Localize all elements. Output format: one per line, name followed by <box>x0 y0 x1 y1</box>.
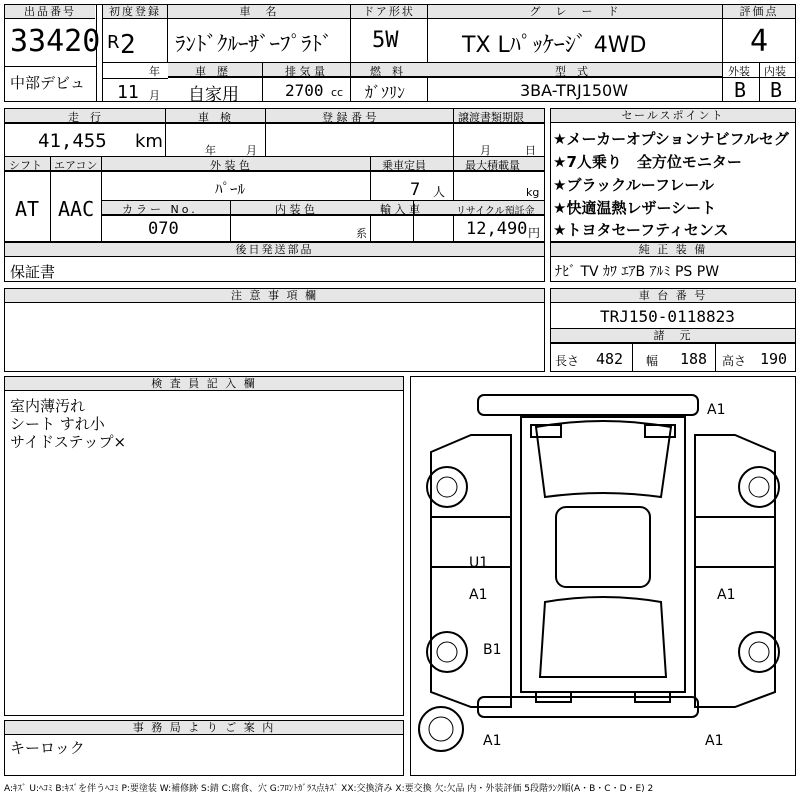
selling-point: ★快適温熱レザーシート <box>553 199 717 217</box>
capacity: 7 <box>410 180 421 200</box>
damage-mark: A1 <box>469 587 488 603</box>
ext-label: 外装 <box>728 65 750 78</box>
height-label: 高さ <box>722 354 747 368</box>
load-label: 最大積載量 <box>465 159 520 172</box>
damage-mark: U1 <box>469 555 489 571</box>
ac-label: エアコン <box>54 159 98 172</box>
history: 自家用 <box>188 85 239 105</box>
recycle-unit: 円 <box>528 226 541 240</box>
equipment-value: ﾅﾋﾞ TV ｶﾜ ｴｱB ｱﾙﾐ PS PW <box>555 264 720 280</box>
shift-label: シフト <box>9 159 42 172</box>
parts-label: 後日発送部品 <box>5 243 544 257</box>
length: 482 <box>596 350 624 368</box>
color-number: 070 <box>148 219 179 239</box>
selling-point: ★ブラックルーフレール <box>553 176 715 194</box>
fuel: ｶﾞｿﾘﾝ <box>365 83 406 102</box>
color: ﾊﾟｰﾙ <box>215 180 246 198</box>
width-label: 幅 <box>646 354 659 368</box>
recycle-fee: 12,490 <box>466 219 528 239</box>
length-label: 長さ <box>555 354 580 368</box>
car-diagram <box>410 376 796 776</box>
chassis-number: TRJ150-0118823 <box>600 307 735 326</box>
mileage-label: 走 行 <box>68 111 101 124</box>
ac: AAC <box>58 197 95 221</box>
inspector-note: シート すれ小 <box>10 415 105 433</box>
fuel-label: 燃 料 <box>370 65 403 78</box>
selling-point: ★トヨタセーフティセンス <box>553 221 729 239</box>
int-color-label: 内 装 色 <box>275 203 315 216</box>
reg-year: 2 <box>120 30 136 60</box>
inspector-note: 室内薄汚れ <box>10 397 86 415</box>
reg-month: 11 <box>117 82 139 103</box>
color-label: 外 装 色 <box>210 159 250 172</box>
model-label: 型 式 <box>555 65 588 78</box>
import-label: 輸 入 車 <box>380 203 420 216</box>
width: 188 <box>680 350 708 368</box>
office-label: 事 務 局 よ り ご 案 内 <box>5 721 403 735</box>
selling-point: ★メーカーオプションナビフルセグ <box>553 130 789 148</box>
ext-score: B <box>734 78 747 102</box>
car-outline-diagram <box>411 377 795 775</box>
inspection-label: 車 検 <box>198 111 231 124</box>
displacement: 2700 <box>285 81 324 100</box>
damage-mark: B1 <box>483 642 502 658</box>
car-name: ﾗﾝﾄﾞｸﾙｰｻﾞｰﾌﾟﾗﾄﾞ <box>175 32 333 56</box>
color-no-label: カラー No. <box>122 203 198 216</box>
lot-number: 33420 <box>10 24 101 59</box>
year-unit: 年 <box>149 65 160 78</box>
damage-mark: A1 <box>707 402 726 418</box>
parts-value: 保証書 <box>10 263 56 281</box>
legend: A:ｷｽﾞ U:ﾍｺﾐ B:ｷｽﾞを伴うﾍｺﾐ P:要塗装 W:補修跡 S:錆 C:腐食、穴 G:ﾌﾛﾝﾄｶﾞﾗｽ点ｷｽﾞ XX:交換済み X:要交換 欠:欠品 内・外装評価 5段階ﾗﾝｸ順(A・B・C・D・E) 2 <box>4 784 654 794</box>
month-unit: 月 <box>149 89 160 102</box>
int-color-unit: 系 <box>356 227 367 240</box>
notes-label: 注 意 事 項 欄 <box>5 289 544 303</box>
int-score: B <box>770 78 783 102</box>
equipment-label: 純 正 装 備 <box>551 243 795 257</box>
inspection-month-unit: 月 <box>246 144 257 157</box>
shift: AT <box>15 197 40 221</box>
capacity-label: 乗車定員 <box>382 159 426 172</box>
load-unit: kg <box>526 186 540 199</box>
damage-mark: A1 <box>717 587 736 603</box>
era: R <box>107 32 120 53</box>
displacement-unit: cc <box>331 86 344 99</box>
score: 4 <box>750 24 769 59</box>
transfer-month-unit: 月 <box>480 144 491 157</box>
mileage-unit: km <box>135 131 163 152</box>
office-value: キーロック <box>10 739 85 757</box>
height: 190 <box>760 350 788 368</box>
history-label: 車 歴 <box>195 65 228 78</box>
inspector-note: サイドステップ× <box>10 433 127 451</box>
mileage: 41,455 <box>38 130 107 152</box>
chassis-label: 車 台 番 号 <box>551 289 795 303</box>
first-reg-label: 初度登録 <box>103 5 167 19</box>
debut-label: 中部デビュ <box>10 74 86 92</box>
model-code: 3BA-TRJ150W <box>520 81 629 100</box>
selling-point: ★7人乗り 全方位モニター <box>553 153 742 171</box>
damage-mark: A1 <box>705 733 724 749</box>
grade-label: グ レ ー ド <box>428 5 722 19</box>
grade: TX Lﾊﾟｯｹｰｼﾞ 4WD <box>462 33 647 58</box>
lot-label: 出品番号 <box>5 5 95 19</box>
vehicle-info-block <box>4 108 545 242</box>
score-label: 評価点 <box>723 5 795 19</box>
recycle-label: リサイクル預託金 <box>456 206 535 217</box>
selling-points-label: セールスポイント <box>551 109 795 123</box>
damage-mark: A1 <box>483 733 502 749</box>
transfer-label: 譲渡書類期限 <box>458 111 524 124</box>
door-type: 5W <box>372 28 399 53</box>
displacement-label: 排 気 量 <box>285 65 325 78</box>
capacity-unit: 人 <box>433 185 446 199</box>
door-label: ドア形状 <box>351 5 427 19</box>
reg-number-label: 登 録 番 号 <box>322 111 377 124</box>
int-label: 内装 <box>764 65 786 78</box>
transfer-day-unit: 日 <box>525 144 536 157</box>
car-name-label: 車 名 <box>168 5 350 19</box>
inspector-label: 検 査 員 記 入 欄 <box>5 377 403 391</box>
dims-label: 諸 元 <box>551 329 795 343</box>
inspection-year-unit: 年 <box>205 144 216 157</box>
